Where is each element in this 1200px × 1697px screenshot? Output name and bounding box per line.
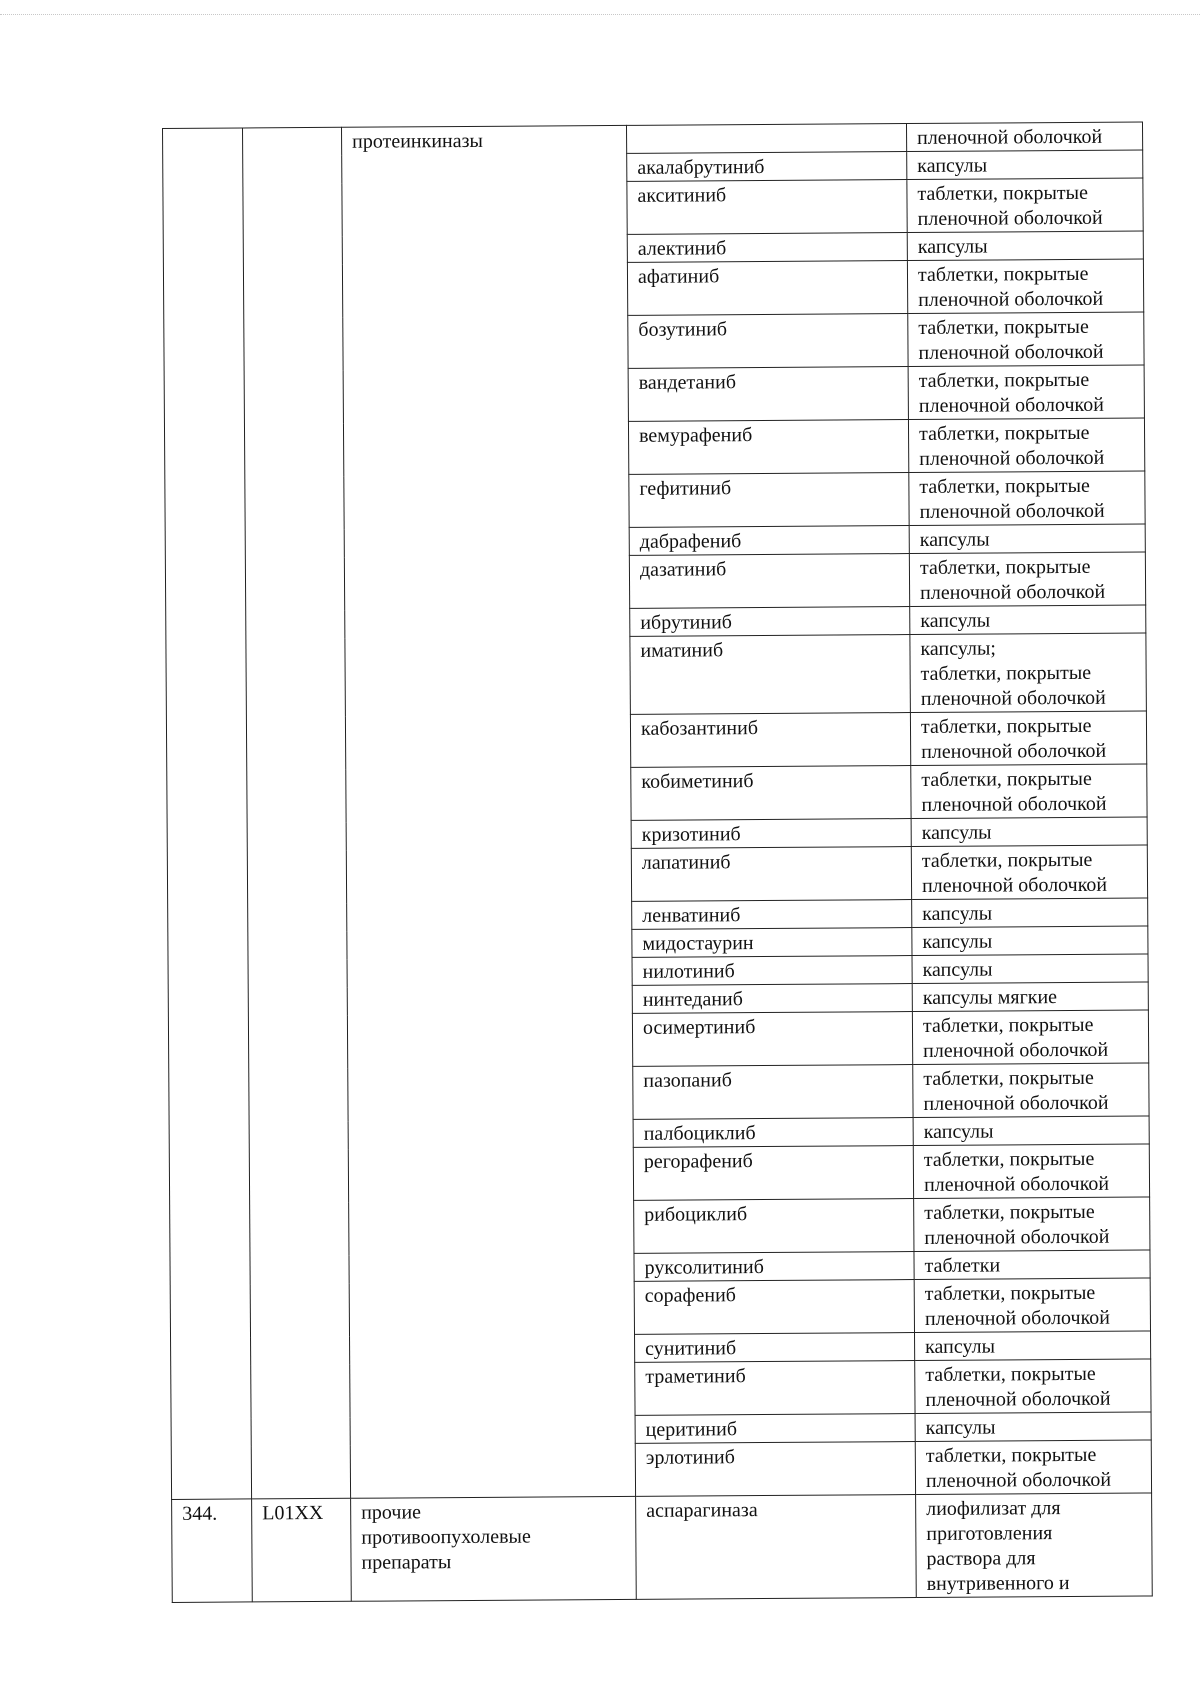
dosage-form-line: таблетки, покрытые — [917, 262, 1089, 286]
dosage-form-line: таблетки, покрытые — [925, 1443, 1097, 1467]
drug-name-cell: ленватиниб — [632, 900, 912, 930]
drug-name-cell: кабозантиниб — [630, 713, 910, 768]
number-cell — [163, 128, 252, 1500]
dosage-form-line: капсулы — [925, 1416, 996, 1439]
table-body — [163, 122, 1153, 1602]
dosage-form-cell — [914, 1197, 1150, 1252]
dosage-form-cell — [910, 633, 1147, 713]
drug-name-cell: эрлотиниб — [635, 1442, 915, 1497]
group-cell-line: противоопухолевые — [361, 1525, 531, 1549]
dosage-form-line: пленочной оболочкой — [925, 1387, 1111, 1411]
group-cell — [351, 1496, 637, 1601]
drug-name-cell: сорафениб — [634, 1280, 914, 1335]
table-row — [172, 1493, 1153, 1602]
dosage-form-line: пленочной оболочкой — [920, 686, 1106, 710]
dosage-form-line: капсулы — [922, 930, 993, 953]
dosage-form-line: капсулы — [920, 609, 991, 632]
scan-top-edge — [0, 14, 1200, 15]
dosage-form-cell-line: раствора для — [926, 1547, 1036, 1570]
dosage-form-line: таблетки — [924, 1254, 1001, 1277]
atc-code-cell: L01XX — [252, 1498, 352, 1602]
dosage-form-line: пленочной оболочкой — [923, 1038, 1109, 1062]
dosage-form-cell — [916, 1493, 1153, 1598]
drug-name-cell: акситиниб — [627, 180, 907, 235]
dosage-form-line: таблетки, покрытые — [917, 181, 1088, 205]
dosage-form-line: таблетки, покрытые — [922, 1013, 1094, 1037]
dosage-form-cell — [907, 150, 1143, 180]
group-cell: протеинкиназы — [341, 125, 635, 1498]
dosage-form-line: таблетки, покрытые — [923, 1066, 1094, 1090]
drug-name-cell: вандетаниб — [628, 367, 908, 422]
dosage-form-line: капсулы — [925, 1335, 996, 1358]
dosage-form-line: пленочной оболочкой — [925, 1468, 1112, 1492]
dosage-form-line: капсулы — [922, 958, 993, 981]
dosage-form-line: капсулы — [919, 528, 990, 551]
dosage-form-line: таблетки, покрытые — [920, 714, 1092, 738]
drug-name-cell: кобиметиниб — [631, 766, 911, 821]
drug-name-cell: траметиниб — [635, 1361, 915, 1416]
dosage-form-cell — [912, 954, 1148, 984]
dosage-form-cell — [908, 312, 1144, 367]
dosage-form-cell — [911, 845, 1147, 900]
group-cell-line: прочие — [361, 1501, 422, 1524]
dosage-form-cell — [909, 524, 1145, 554]
dosage-form-line: пленочной оболочкой — [918, 393, 1104, 417]
drug-name-cell: пазопаниб — [633, 1065, 913, 1120]
drug-list-table — [162, 121, 1153, 1602]
dosage-form-cell — [909, 471, 1145, 526]
dosage-form-line: капсулы — [923, 1120, 994, 1143]
dosage-form-cell — [908, 418, 1144, 473]
dosage-form-cell — [914, 1250, 1150, 1280]
dosage-form-line: пленочной оболочкой — [918, 340, 1104, 364]
drug-name-cell: ибрутиниб — [630, 607, 910, 637]
dosage-form-line: таблетки, покрытые — [924, 1281, 1096, 1305]
dosage-form-line: пленочной оболочкой — [921, 792, 1107, 816]
dosage-form-cell — [915, 1440, 1151, 1495]
dosage-form-line: таблетки, покрытые — [921, 767, 1092, 791]
drug-name-cell: нинтеданиб — [632, 984, 912, 1014]
dosage-form-cell — [912, 898, 1148, 928]
dosage-form-line: таблетки, покрытые — [924, 1200, 1095, 1224]
drug-name-cell: аспарагиназа — [636, 1495, 917, 1600]
dosage-form-line: пленочной оболочкой — [924, 1306, 1111, 1330]
dosage-form-line: пленочной оболочкой — [923, 1091, 1109, 1115]
dosage-form-line: капсулы — [917, 154, 988, 177]
dosage-form-line: пленочной оболочкой — [924, 1225, 1110, 1249]
dosage-form-line: капсулы мягкие — [922, 986, 1058, 1009]
dosage-form-line: таблетки, покрытые — [918, 421, 1090, 445]
drug-name-cell: осимертиниб — [632, 1012, 912, 1067]
dosage-form-cell — [912, 1010, 1148, 1065]
dosage-form-cell — [907, 259, 1143, 314]
dosage-form-line: таблетки, покрытые — [918, 368, 1090, 392]
drug-name-cell: регорафениб — [633, 1146, 913, 1201]
dosage-form-line: таблетки, покрытые — [923, 1147, 1095, 1171]
dosage-form-cell-line: внутривенного и — [926, 1572, 1070, 1595]
drug-name-cell: вемурафениб — [628, 420, 908, 475]
dosage-form-cell — [913, 1063, 1149, 1118]
drug-name-cell: мидостаурин — [632, 928, 912, 958]
dosage-form-cell — [907, 231, 1143, 261]
code-cell — [243, 127, 351, 1499]
dosage-form-line: пленочной оболочкой — [919, 499, 1105, 523]
dosage-form-cell — [910, 605, 1146, 635]
dosage-form-line: пленочной оболочкой — [920, 580, 1106, 604]
drug-name-cell: акалабрутиниб — [627, 152, 907, 182]
dosage-form-line: капсулы — [917, 235, 988, 258]
dosage-form-line: пленочной оболочкой — [918, 287, 1104, 311]
drug-name-cell: бозутиниб — [628, 314, 908, 369]
dosage-form-line: таблетки, покрытые — [918, 315, 1089, 339]
dosage-form-cell — [915, 1331, 1151, 1361]
drug-name-cell: рибоциклиб — [634, 1199, 914, 1254]
dosage-form-line: пленочной оболочкой — [917, 206, 1103, 230]
drug-name-cell: сунитиниб — [635, 1333, 915, 1363]
dosage-form-cell-line: лиофилизат для — [926, 1497, 1061, 1520]
dosage-form-line: пленочной оболочкой — [919, 446, 1105, 470]
dosage-form-cell-line: приготовления — [926, 1522, 1053, 1545]
dosage-form-cell — [912, 926, 1148, 956]
drug-name-cell — [626, 124, 906, 154]
dosage-form-cell — [910, 711, 1146, 766]
dosage-form-cell — [913, 1116, 1149, 1146]
dosage-form-line: капсулы — [921, 821, 992, 844]
drug-name-cell: дазатиниб — [629, 554, 909, 609]
dosage-form-line: пленочной оболочкой — [921, 873, 1108, 897]
dosage-form-line: таблетки, покрытые — [920, 661, 1092, 685]
drug-name-cell: лапатиниб — [631, 847, 911, 902]
dosage-form-cell — [908, 365, 1144, 420]
dosage-form-line: капсулы; — [920, 637, 996, 660]
dosage-form-cell — [915, 1359, 1151, 1414]
dosage-form-cell — [907, 178, 1143, 233]
dosage-form-cell — [912, 982, 1148, 1012]
dosage-form-line: капсулы — [922, 902, 993, 925]
drug-name-cell: церитиниб — [635, 1414, 915, 1444]
dosage-form-cell — [915, 1412, 1151, 1442]
dosage-form-line: пленочной оболочкой — [923, 1172, 1110, 1196]
drug-name-cell: иматиниб — [630, 635, 911, 715]
row-number-cell: 344. — [172, 1499, 253, 1603]
drug-name-cell: палбоциклиб — [633, 1118, 913, 1148]
dosage-form-line: пленочной оболочкой — [921, 739, 1107, 763]
dosage-form-cell — [913, 1144, 1149, 1199]
group-cell-line: препараты — [361, 1551, 452, 1574]
drug-name-cell: руксолитиниб — [634, 1252, 914, 1282]
drug-name-cell: дабрафениб — [629, 526, 909, 556]
dosage-form-cell: пленочной оболочкой — [906, 122, 1142, 152]
drug-name-cell: кризотиниб — [631, 819, 911, 849]
drug-name-cell: афатиниб — [627, 261, 907, 316]
dosage-form-line: таблетки, покрытые — [921, 848, 1093, 872]
drug-name-cell: алектиниб — [627, 233, 907, 263]
dosage-form-cell — [911, 817, 1147, 847]
drug-name-cell: гефитиниб — [629, 473, 909, 528]
dosage-form-line: таблетки, покрытые — [919, 555, 1091, 579]
dosage-form-cell — [909, 552, 1145, 607]
dosage-form-line: таблетки, покрытые — [925, 1362, 1096, 1386]
dosage-form-cell — [914, 1278, 1150, 1333]
dosage-form-cell — [911, 764, 1147, 819]
dosage-form-line: таблетки, покрытые — [919, 474, 1090, 498]
drug-name-cell: нилотиниб — [632, 956, 912, 986]
